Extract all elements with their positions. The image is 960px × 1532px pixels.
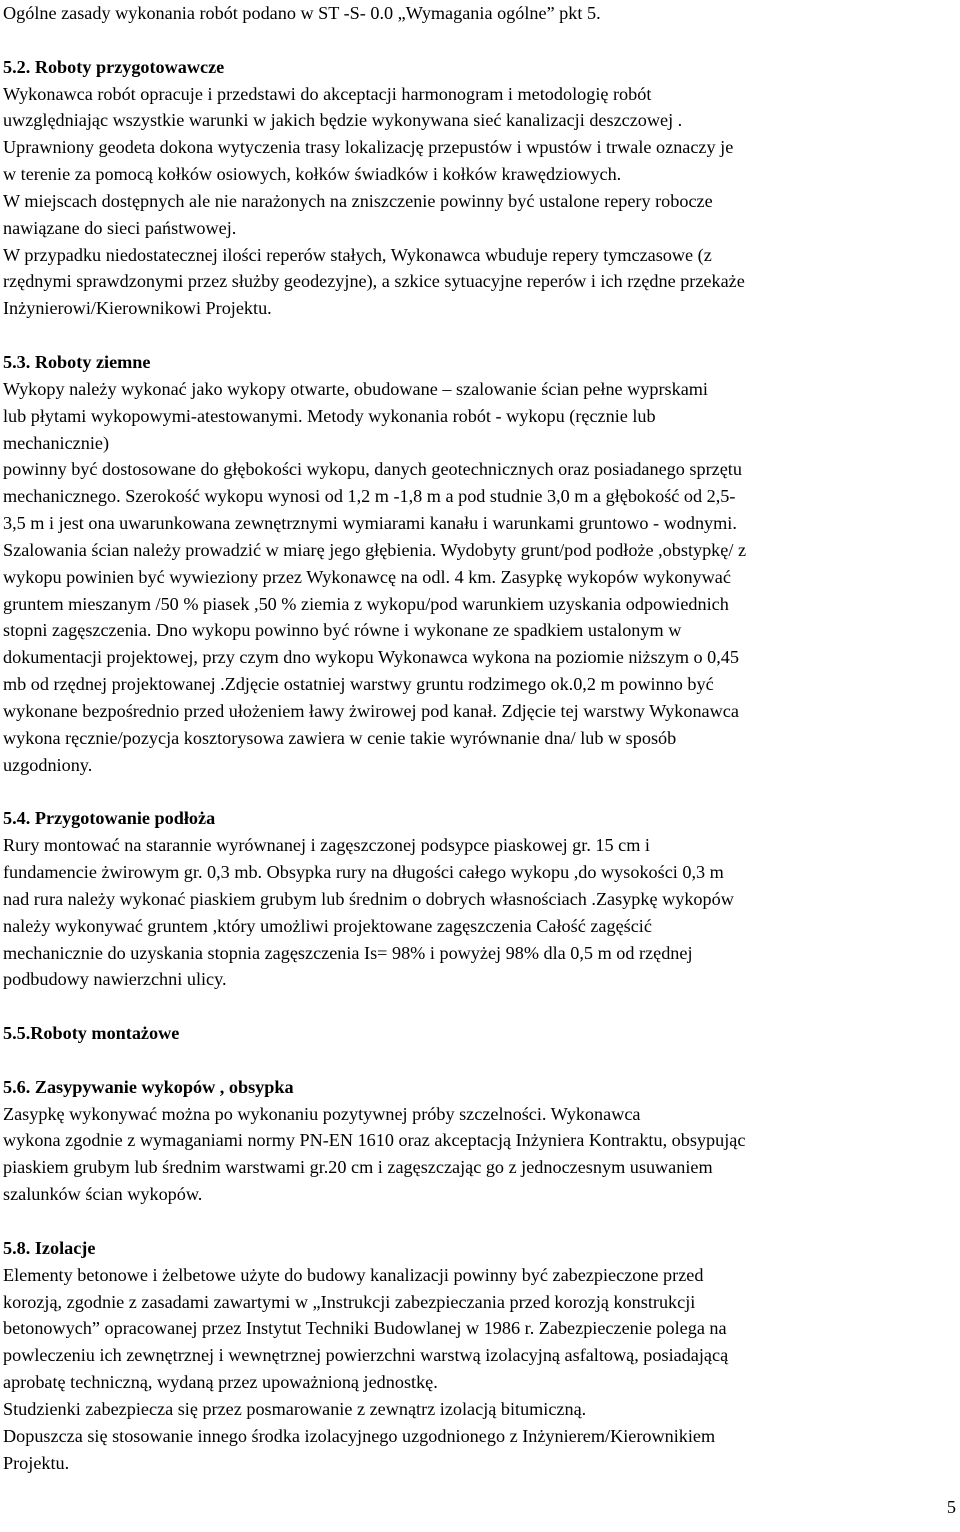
spacer xyxy=(3,1208,957,1235)
paragraph-line: aprobatę techniczną, wydaną przez upoważnioną jednostkę. xyxy=(3,1372,438,1393)
paragraph-line: rzędnymi sprawdzonymi przez służby geodezyjne), a szkice sytuacyjne reperów i ich rzędne przekaże xyxy=(3,271,745,292)
section-heading: 5.6. Zasypywanie wykopów , obsypka xyxy=(3,1076,294,1097)
paragraph-line: Szalowania ścian należy prowadzić w miarę jego głębienia. Wydobyty grunt/pod podłoże ,obstypkę/ z xyxy=(3,539,747,560)
section-5-2 xyxy=(3,54,957,322)
spacer xyxy=(3,993,957,1020)
paragraph-line: należy wykonywać gruntem ,który umożliwi projektowane zagęszczenia Całość zagęścić xyxy=(3,915,652,936)
paragraph-line: szalunków ścian wykopów. xyxy=(3,1184,203,1205)
page-number: 5 xyxy=(946,1497,956,1517)
paragraph-line: mb od rzędnej projektowanej .Zdjęcie ostatniej warstwy gruntu rodzimego ok.0,2 m powinno być xyxy=(3,674,714,695)
paragraph-line: W przypadku niedostatecznej ilości reperów stałych, Wykonawca wbuduje repery tymczasowe (z xyxy=(3,244,712,265)
paragraph-line: powleczeniu ich zewnętrznej i wewnętrznej powierzchni warstwą izolacyjną asfaltową, posiadającą xyxy=(3,1345,729,1366)
spacer xyxy=(3,778,957,805)
paragraph-line: nawiązane do sieci państwowej. xyxy=(3,217,237,238)
paragraph-line: w terenie za pomocą kołków osiowych, kołków świadków i kołków krawędziowych. xyxy=(3,164,622,185)
paragraph-line: betonowych” opracowanej przez Instytut Techniki Budowlanej w 1986 r. Zabezpieczenie polega na xyxy=(3,1318,727,1339)
paragraph-line: Studzienki zabezpiecza się przez posmarowanie z zewnątrz izolacją bitumiczną. xyxy=(3,1398,587,1419)
paragraph-line: wykopu powinien być wywieziony przez Wykonawcę na odl. 4 km. Zasypkę wykopów wykonywać xyxy=(3,566,731,587)
paragraph-line: 3,5 m i jest ona uwarunkowana zewnętrznymi wymiarami kanału i warunkami gruntowo - wodnymi. xyxy=(3,513,737,534)
paragraph-line: fundamencie żwirowym gr. 0,3 mb. Obsypka rury na długości całego wykopu ,do wysokości 0,3 m xyxy=(3,862,724,882)
section-heading: 5.8. Izolacje xyxy=(3,1237,96,1258)
paragraph-line: wykonane bezpośrednio przed ułożeniem ławy żwirowej pod kanał. Zdjęcie tej warstwy Wykonawca xyxy=(3,700,739,721)
paragraph-line: wykona zgodnie z wymaganiami normy PN-EN 1610 oraz akceptacją Inżyniera Kontraktu, obsypując xyxy=(3,1130,746,1151)
spacer xyxy=(3,322,957,349)
document-page xyxy=(3,0,957,1476)
paragraph-line: uwzględniając wszystkie warunki w jakich będzie wykonywana sieć kanalizacji deszczowej . xyxy=(3,110,683,131)
paragraph-line: Elementy betonowe i żelbetowe użyte do budowy kanalizacji powinny być zabezpieczone przed xyxy=(3,1264,704,1285)
paragraph-line: uzgodniony. xyxy=(3,754,93,775)
section-heading: 5.4. Przygotowanie podłoża xyxy=(3,808,216,829)
paragraph-line: nad rura należy wykonać piaskiem grubym lub średnim o dobrych własnościach .Zasypkę wykopów xyxy=(3,888,734,909)
section-5-5 xyxy=(3,1020,957,1047)
section-heading: 5.5.Roboty montażowe xyxy=(3,1023,180,1044)
section-heading: 5.2. Roboty przygotowawcze xyxy=(3,56,225,77)
paragraph-line: mechanicznego. Szerokość wykopu wynosi od 1,2 m -1,8 m a pod studnie 3,0 m a głębokość od 2,5- xyxy=(3,486,736,507)
paragraph-line: Uprawniony geodeta dokona wytyczenia trasy lokalizację przepustów i wpustów i trwale oznaczy je xyxy=(3,137,734,158)
paragraph-line: podbudowy nawierzchni ulicy. xyxy=(3,969,227,990)
paragraph-line: Inżynierowi/Kierownikowi Projektu. xyxy=(3,298,272,319)
paragraph-line: Projektu. xyxy=(3,1452,70,1473)
section-5-6 xyxy=(3,1074,957,1208)
paragraph-line: mechanicznie do uzyskania stopnia zagęszczenia Is= 98% i powyżej 98% dla 0,5 m od rzędnej xyxy=(3,942,693,963)
paragraph-line: stopni zagęszczenia. Dno wykopu powinno być równe i wykonane ze spadkiem ustalonym w xyxy=(3,620,682,641)
paragraph-line: mechanicznie) xyxy=(3,432,110,453)
spacer xyxy=(3,27,957,54)
paragraph-line: Rury montować na starannie wyrównanej i zagęszczonej podsypce piaskowej gr. 15 cm i xyxy=(3,835,650,856)
spacer xyxy=(3,1047,957,1074)
section-heading: 5.3. Roboty ziemne xyxy=(3,351,151,372)
paragraph-line: wykona ręcznie/pozycja kosztorysowa zawiera w cenie takie wyrównanie dna/ lub w sposób xyxy=(3,727,677,748)
paragraph-line: Wykonawca robót opracuje i przedstawi do akceptacji harmonogram i metodologię robót xyxy=(3,83,652,104)
section-5-3 xyxy=(3,349,957,779)
paragraph-line: Zasypkę wykonywać można po wykonaniu pozytywnej próby szczelności. Wykonawca xyxy=(3,1103,641,1124)
paragraph-line: gruntem mieszanym /50 % piasek ,50 % ziemia z wykopu/pod warunkiem uzyskania odpowiednich xyxy=(3,593,729,614)
paragraph-line: dokumentacji projektowej, przy czym dno wykopu Wykonawca wykona na poziomie niższym o 0,45 xyxy=(3,647,739,668)
section-5-8 xyxy=(3,1235,957,1477)
section-5-4 xyxy=(3,805,957,993)
paragraph-line: piaskiem grubym lub średnim warstwami gr.20 cm i zagęszczając go z jednoczesnym usuwaniem xyxy=(3,1157,713,1178)
paragraph-line: Dopuszcza się stosowanie innego środka izolacyjnego uzgodnionego z Inżynierem/Kierownikiem xyxy=(3,1425,716,1446)
paragraph-line: lub płytami wykopowymi-atestowanymi. Metody wykonania robót - wykopu (ręcznie lub xyxy=(3,405,656,426)
paragraph-line: Wykopy należy wykonać jako wykopy otwarte, obudowane – szalowanie ścian pełne wyprskami xyxy=(3,378,708,399)
paragraph-line: W miejscach dostępnych ale nie narażonych na zniszczenie powinny być ustalone repery robocze xyxy=(3,190,713,211)
paragraph-line: korozją, zgodnie z zasadami zawartymi w „Instrukcji zabezpieczania przed korozją konstrukcji xyxy=(3,1291,696,1312)
paragraph-line: powinny być dostosowane do głębokości wykopu, danych geotechnicznych oraz posiadanego sprzętu xyxy=(3,459,742,480)
intro-line: Ogólne zasady wykonania robót podano w ST -S- 0.0 „Wymagania ogólne” pkt 5. xyxy=(3,3,601,23)
